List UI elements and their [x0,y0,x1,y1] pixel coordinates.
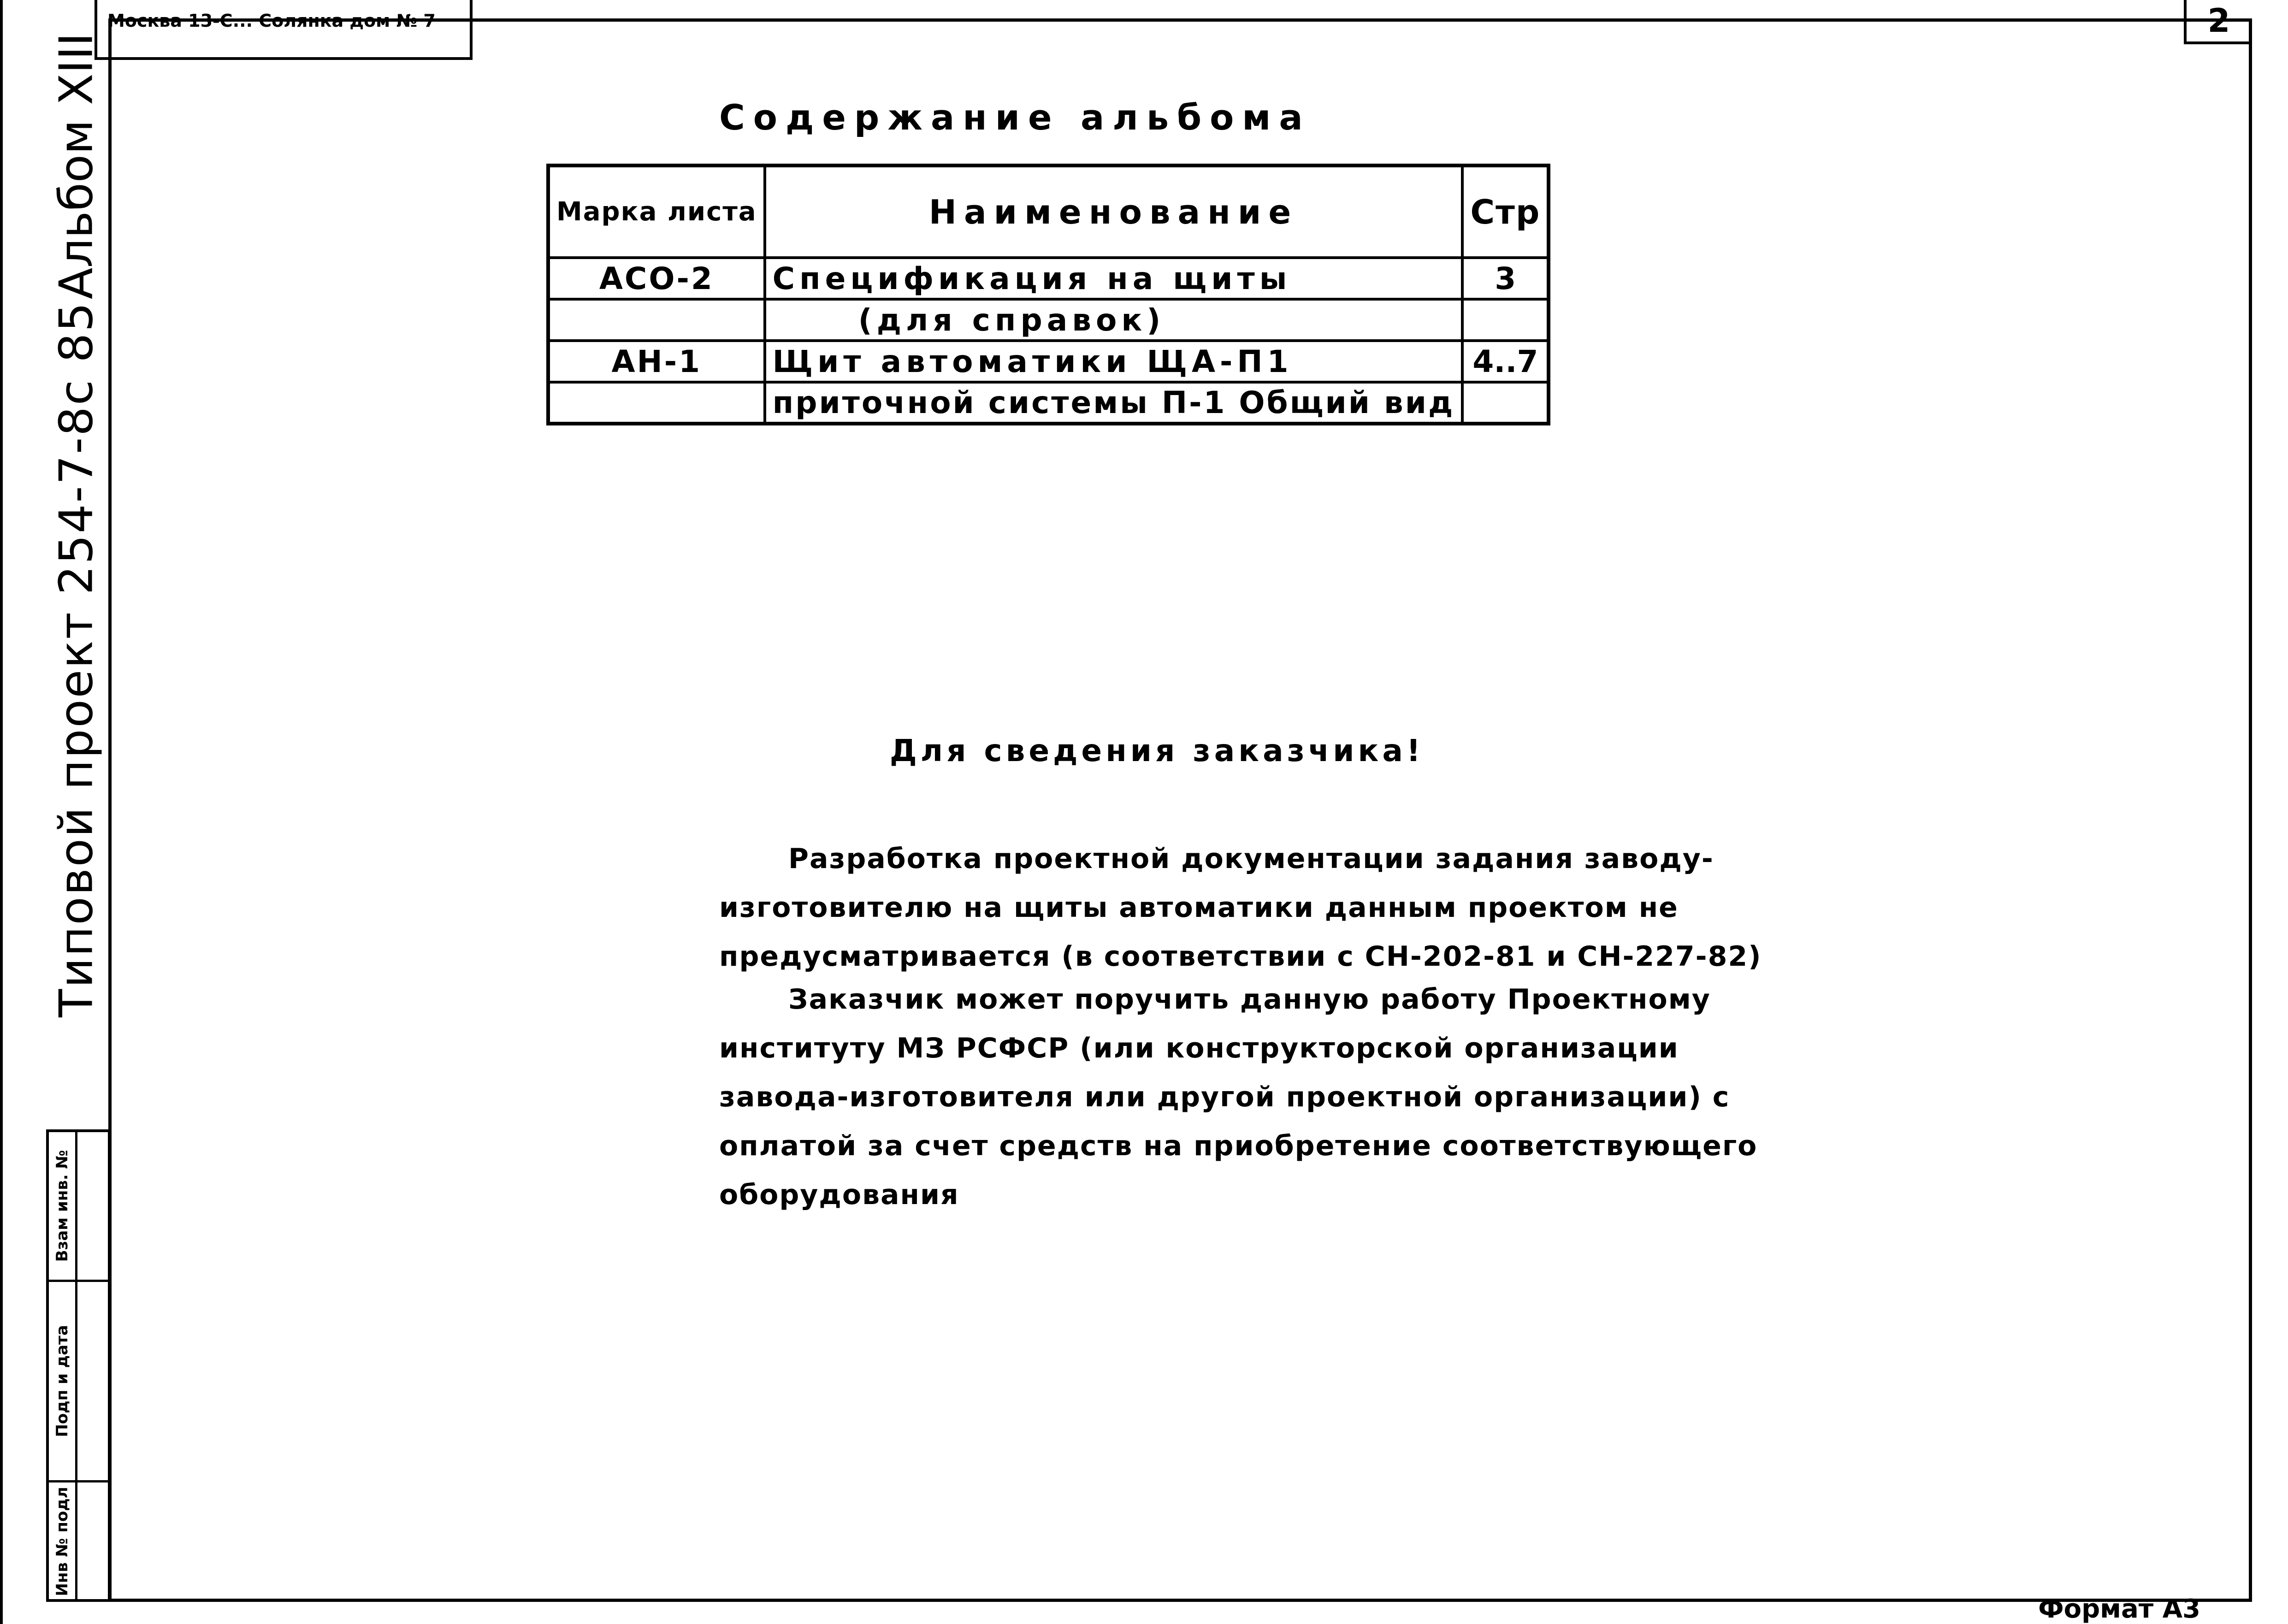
row-page: 3 [1462,258,1549,299]
stamp-divider [49,1480,108,1482]
side-stamp [46,1129,111,1602]
album-label [49,32,103,300]
row-mark: АСО-2 [548,258,765,299]
row-name: (для справок) [765,299,1463,341]
row-mark [548,299,765,341]
table-row [548,258,1549,299]
top-stamp-text: Москва 13-С... Солянка дом № 7 [107,11,436,31]
format-label: Формат А3 [2038,1594,2200,1624]
album-label-text: Альбом XIII [49,32,103,300]
table-row [548,382,1549,424]
contents-table [546,164,1550,425]
page-number: 2 [2184,0,2251,44]
stamp-cell-inv [49,1482,77,1600]
row-page [1462,299,1549,341]
stamp-divider [49,1280,108,1282]
notice-paragraph-2: Заказчик может поручить данную работу Проектному институту МЗ РСФСР (или конструкторской организации завода-изготовителя или другой проектной организации) с оплатой за счет средств на приобретение соответствующего оборудования [719,983,1758,1211]
row-page: 4..7 [1462,341,1549,382]
stamp-cell-replace [49,1132,77,1280]
stamp-cell-replace-label: Взам инв. № [53,1150,71,1262]
header-name: Наименование [765,165,1463,258]
notice-title: Для сведения заказчика! [890,733,1424,768]
project-label [49,301,103,1017]
row-page [1462,382,1549,424]
stamp-cell-sign [49,1282,77,1480]
row-name: Спецификация на щиты [765,258,1463,299]
row-mark [548,382,765,424]
table-row [548,299,1549,341]
table-header-row [548,165,1549,258]
notice-paragraph-1: Разработка проектной документации задания заводу-изготовителю на щиты автоматики данным проектом не предусматривается (в соответствии с СН-202-81 и СН-227-82) [719,843,1762,973]
row-name: приточной системы П-1 Общий вид [765,382,1463,424]
header-mark: Марка листа [548,165,765,258]
row-name: Щит автоматики ЩА-П1 [765,341,1463,382]
binding-edge [0,0,3,1624]
top-stamp [95,0,473,60]
row-mark: АН-1 [548,341,765,382]
table-row [548,341,1549,382]
header-page: Стр [1462,165,1549,258]
stamp-cell-sign-label: Подп и дата [53,1325,71,1437]
stamp-cell-inv-label: Инв № подл [53,1486,71,1596]
contents-title: Содержание альбома [719,97,1311,138]
project-label-text: Типовой проект 254-7-8с 85 [49,301,103,1017]
